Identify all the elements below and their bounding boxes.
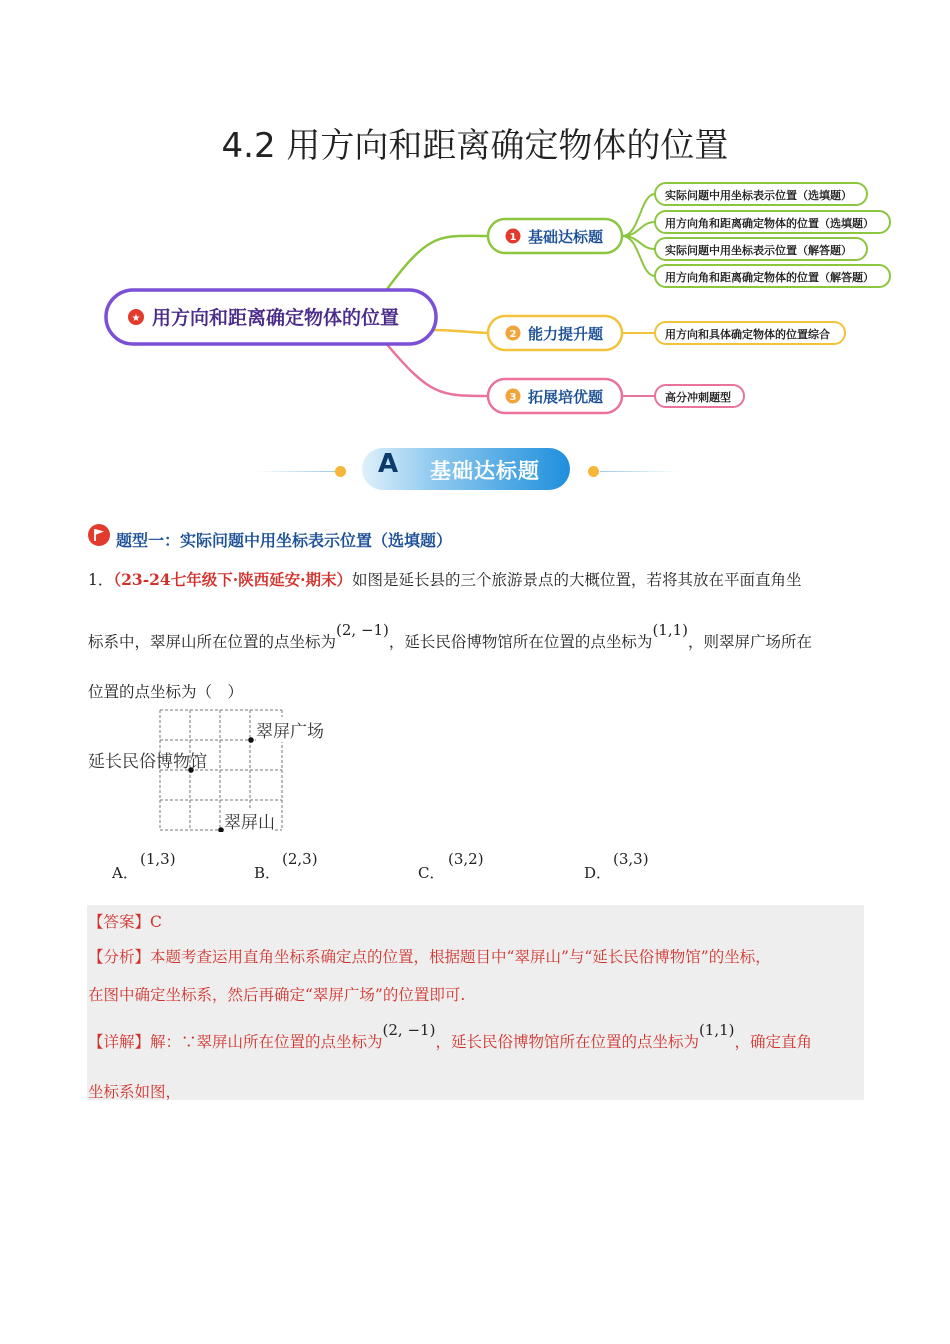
banner-title: 基础达标题 [430,459,540,483]
banner-line-left [255,471,335,472]
option-c[interactable]: C． [418,864,445,882]
question-text: 如图是延长县的三个旅游景点的大概位置，若将其放在平面直角坐 [352,571,802,589]
label-mountain: 翠屏山 [224,808,275,833]
option-d[interactable]: D． [584,864,612,882]
mindmap-branch-2 [488,316,622,350]
question-number: 1． [88,571,114,589]
mindmap-leaf [655,265,890,287]
svg-text:3: 3 [509,392,517,403]
option-a-value: (1,3) [140,850,176,868]
mindmap-connector-2 [432,330,488,333]
question-text: 标系中，翠屏山所在位置的点坐标为 [88,633,337,651]
analysis-line-1: 【分析】本题考查运用直角坐标系确定点的位置，根据题目中“翠屏山”与“延长民俗博物馆”的坐标， [88,948,771,966]
svg-text:用方向角和距离确定物体的位置（选填题）: 用方向角和距离确定物体的位置（选填题） [665,217,874,230]
svg-text:高分冲刺题型: 高分冲刺题型 [665,391,731,404]
mindmap-branch-1 [488,219,622,253]
mindmap-connector-3 [385,342,488,396]
mindmap-leaf [655,211,890,233]
detail-line-1: 【详解】解：∵翠屏山所在位置的点坐标为(2, −1)，延长民俗博物馆所在位置的点坐标为(1,1)，确定直角 [88,1021,813,1051]
question-text: ，则翠屏广场所在 [688,633,813,651]
option-b[interactable]: B． [254,864,281,882]
banner-dot-left [335,466,346,477]
page-title: 4.2 用方向和距离确定物体的位置 [221,126,729,166]
section-heading: 题型一：实际问题中用坐标表示位置（选填题） [116,531,453,550]
svg-text:实际问题中用坐标表示位置（选填题）: 实际问题中用坐标表示位置（选填题） [665,189,852,202]
analysis-line-2: 在图中确定坐标系，然后再确定“翠屏广场”的位置即可. [88,986,466,1004]
banner-letter: A [378,449,399,479]
answer-line: 【答案】C [88,913,162,931]
option-d-value: (3,3) [613,850,649,868]
svg-text:1: 1 [509,232,517,243]
svg-text:用方向角和距离确定物体的位置（解答题）: 用方向角和距离确定物体的位置（解答题） [665,271,874,284]
question-source: （23-24七年级下·陕西延安·期末） [113,570,352,589]
question-line-2 [88,621,813,652]
svg-text:★: ★ [131,313,141,324]
mindmap-branch-3 [488,379,622,413]
question-line-3: 位置的点坐标为（ ） [88,683,244,701]
mindmap-root-label: 用方向和距离确定物体的位置 [152,307,400,329]
question-line-1 [88,568,802,590]
mindmap-leaf [655,183,867,205]
coord-museum: (1,1) [652,621,688,639]
answer-value: C [150,913,162,931]
label-square: 翠屏广场 [256,717,324,742]
mindmap-leaf [655,322,845,344]
mindmap [0,170,950,430]
point-mountain [218,827,224,832]
question-text: ，延长民俗博物馆所在位置的点坐标为 [388,633,653,651]
svg-text:用方向和具体确定物体的位置综合: 用方向和具体确定物体的位置综合 [665,328,830,341]
svg-text:基础达标题: 基础达标题 [528,228,604,246]
point-square [248,737,254,743]
detail-line-2: 坐标系如图， [88,1083,182,1101]
option-a[interactable]: A． [112,864,138,882]
option-c-value: (3,2) [448,850,484,868]
banner-dot-right [588,466,599,477]
svg-text:能力提升题: 能力提升题 [528,325,604,343]
svg-text:实际问题中用坐标表示位置（解答题）: 实际问题中用坐标表示位置（解答题） [665,244,852,257]
label-museum: 延长民俗博物馆 [88,752,207,772]
mindmap-leaf [655,238,867,260]
mindmap-connector-1 [385,236,488,292]
svg-text:2: 2 [509,329,517,340]
flag-icon [88,524,110,546]
coord-mountain: (2, −1) [336,621,389,639]
svg-text:拓展培优题: 拓展培优题 [528,388,604,406]
option-b-value: (2,3) [282,850,318,868]
mindmap-leaf [655,385,744,407]
banner-line-right [600,471,680,472]
